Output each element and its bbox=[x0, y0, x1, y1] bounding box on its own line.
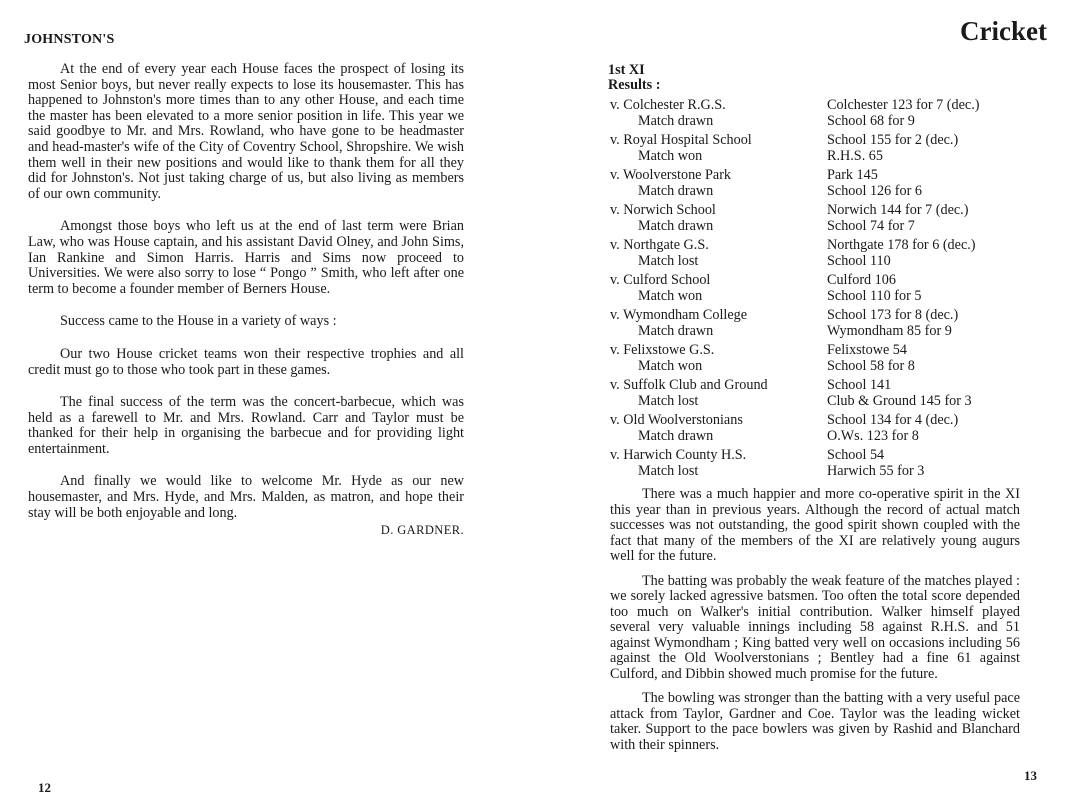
score-first-innings: School 141 bbox=[827, 377, 892, 393]
score-first-innings: School 54 bbox=[827, 447, 885, 463]
result-row bbox=[610, 413, 1030, 444]
match-scores bbox=[827, 273, 1030, 304]
score-first-innings: Colchester 123 for 7 (dec.) bbox=[827, 97, 980, 113]
match-scores bbox=[827, 343, 1030, 374]
result-row bbox=[610, 308, 1030, 339]
match-info bbox=[610, 238, 827, 269]
score-second-innings: School 58 for 8 bbox=[827, 357, 915, 374]
opponent: v. Royal Hospital School bbox=[610, 132, 752, 148]
author-signature: D. GARDNER. bbox=[380, 523, 464, 538]
match-outcome: Match drawn bbox=[638, 217, 714, 234]
article-paragraph: And finally we would like to welcome Mr. Hyde as our new housemaster, and Mrs. Hyde, and Mrs. Malden, as matron, and hope their stay will be both enjoyable and long. bbox=[28, 473, 464, 521]
score-first-innings: Norwich 144 for 7 (dec.) bbox=[827, 202, 969, 218]
match-outcome: Match drawn bbox=[638, 182, 714, 199]
opponent: v. Old Woolverstonians bbox=[610, 412, 743, 428]
match-info bbox=[610, 203, 827, 234]
opponent: v. Northgate G.S. bbox=[610, 237, 709, 253]
article-paragraph: At the end of every year each House faces the prospect of losing its most Senior boys, but never really expects to lose its housemaster. This has happened to Johnston's more times than to any other House, and each time the master has been elevated to a more senior position in life. This year we said goodbye to Mr. and Mrs. Rowland, who have gone to be headmaster and head-master's wife of the City of Coventry School, Shropshire. We wish them well in their new positions and would like to thank them for all they did for Johnston's. Not just taking charge of us, but also living as members of our own community. bbox=[28, 61, 464, 202]
results-list bbox=[610, 98, 1030, 483]
score-second-innings: School 110 for 5 bbox=[827, 287, 922, 304]
team-name: 1st XI bbox=[608, 62, 645, 78]
johnstons-article bbox=[28, 62, 464, 538]
result-row bbox=[610, 378, 1030, 409]
report-paragraph: The bowling was stronger than the batting with a very useful pace attack from Taylor, Gardner and Coe. Taylor was the leading wicket taker. Support to the pace bowlers was given by Rashid and Blanchard with their spinners. bbox=[610, 690, 1020, 753]
result-row bbox=[610, 448, 1030, 479]
match-info bbox=[610, 168, 827, 199]
match-scores bbox=[827, 98, 1030, 129]
opponent: v. Woolverstone Park bbox=[610, 167, 732, 183]
score-second-innings: R.H.S. 65 bbox=[827, 147, 883, 164]
result-row bbox=[610, 133, 1030, 164]
cricket-report bbox=[610, 487, 1020, 762]
score-second-innings: Club & Ground 145 for 3 bbox=[827, 392, 972, 409]
score-second-innings: School 126 for 6 bbox=[827, 182, 922, 199]
score-second-innings: School 68 for 9 bbox=[827, 112, 915, 129]
article-paragraph: Our two House cricket teams won their respective trophies and all credit must go to those who took part in these games. bbox=[28, 345, 464, 378]
page-number: 12 bbox=[38, 780, 51, 795]
report-paragraph: The batting was probably the weak feature of the matches played : we sorely lacked agressive batsmen. Too often the total score depended too much on Walker's initial contribution. Walker himself played several very valuable innings including 58 against R.H.S. and 51 against Wymondham ; King batted very well on occasions including 56 against the Old Woolverstonians ; Bentley had a fine 61 against Culford, and Dibbin showed much promise for the future. bbox=[610, 572, 1020, 682]
result-row bbox=[610, 273, 1030, 304]
match-outcome: Match lost bbox=[638, 462, 699, 479]
result-row bbox=[610, 203, 1030, 234]
score-first-innings: School 173 for 8 (dec.) bbox=[827, 307, 959, 323]
match-info bbox=[610, 378, 827, 409]
opponent: v. Suffolk Club and Ground bbox=[610, 377, 768, 393]
match-outcome: Match drawn bbox=[638, 427, 714, 444]
match-info bbox=[610, 308, 827, 339]
match-info bbox=[610, 273, 827, 304]
match-info bbox=[610, 133, 827, 164]
score-second-innings: Harwich 55 for 3 bbox=[827, 462, 925, 479]
report-paragraph: There was a much happier and more co-operative spirit in the XI this year than in previous years. Although the record of actual match successes was not outstanding, the good spirit shown coupled with the fact that many of the members of the XI are relatively young augurs well for the future. bbox=[610, 486, 1020, 564]
match-scores bbox=[827, 168, 1030, 199]
score-first-innings: Park 145 bbox=[827, 167, 878, 183]
match-scores bbox=[827, 133, 1030, 164]
result-row bbox=[610, 168, 1030, 199]
score-second-innings: School 74 for 7 bbox=[827, 217, 915, 234]
score-second-innings: O.Ws. 123 for 8 bbox=[827, 427, 919, 444]
section-title: Cricket bbox=[960, 16, 1047, 46]
score-first-innings: School 134 for 4 (dec.) bbox=[827, 412, 959, 428]
opponent: v. Harwich County H.S. bbox=[610, 447, 747, 463]
match-outcome: Match lost bbox=[638, 252, 699, 269]
match-scores bbox=[827, 308, 1030, 339]
result-row bbox=[610, 98, 1030, 129]
results-label: Results : bbox=[608, 77, 661, 93]
article-paragraph: Success came to the House in a variety of ways : bbox=[60, 313, 337, 330]
opponent: v. Colchester R.G.S. bbox=[610, 97, 726, 113]
match-info bbox=[610, 98, 827, 129]
match-scores bbox=[827, 448, 1030, 479]
match-info bbox=[610, 448, 827, 479]
match-info bbox=[610, 413, 827, 444]
match-scores bbox=[827, 238, 1030, 269]
article-paragraph: The final success of the term was the concert-barbecue, which was held as a farewell to Mr. and Mrs. Rowland. Carr and Taylor must be thanked for their help in organising the barbecue and for providing light entertainment. bbox=[28, 394, 464, 457]
score-first-innings: School 155 for 2 (dec.) bbox=[827, 132, 959, 148]
score-first-innings: Culford 106 bbox=[827, 272, 896, 288]
match-scores bbox=[827, 378, 1030, 409]
match-outcome: Match won bbox=[638, 287, 703, 304]
results-heading bbox=[608, 63, 660, 93]
right-page bbox=[540, 0, 1083, 800]
score-first-innings: Northgate 178 for 6 (dec.) bbox=[827, 237, 976, 253]
opponent: v. Wymondham College bbox=[610, 307, 748, 323]
match-outcome: Match drawn bbox=[638, 112, 714, 129]
opponent: v. Felixstowe G.S. bbox=[610, 342, 715, 358]
match-info bbox=[610, 343, 827, 374]
opponent: v. Norwich School bbox=[610, 202, 716, 218]
left-page bbox=[0, 0, 540, 800]
house-heading: JOHNSTON'S bbox=[24, 32, 115, 47]
match-outcome: Match drawn bbox=[638, 322, 714, 339]
score-second-innings: School 110 bbox=[827, 252, 891, 269]
result-row bbox=[610, 238, 1030, 269]
article-paragraph: Amongst those boys who left us at the end of last term were Brian Law, who was House captain, and his assistant David Olney, and John Sims, Ian Rankine and Simon Harris. Harris and Sims now proceed to Universities. We were also sorry to lose “ Pongo ” Smith, who left after one term to become a founder member of Berners House. bbox=[28, 218, 464, 297]
opponent: v. Culford School bbox=[610, 272, 711, 288]
score-second-innings: Wymondham 85 for 9 bbox=[827, 322, 952, 339]
match-scores bbox=[827, 413, 1030, 444]
match-scores bbox=[827, 203, 1030, 234]
page-number: 13 bbox=[1024, 768, 1037, 783]
match-outcome: Match lost bbox=[638, 392, 699, 409]
score-first-innings: Felixstowe 54 bbox=[827, 342, 907, 358]
match-outcome: Match won bbox=[638, 147, 703, 164]
result-row bbox=[610, 343, 1030, 374]
match-outcome: Match won bbox=[638, 357, 703, 374]
